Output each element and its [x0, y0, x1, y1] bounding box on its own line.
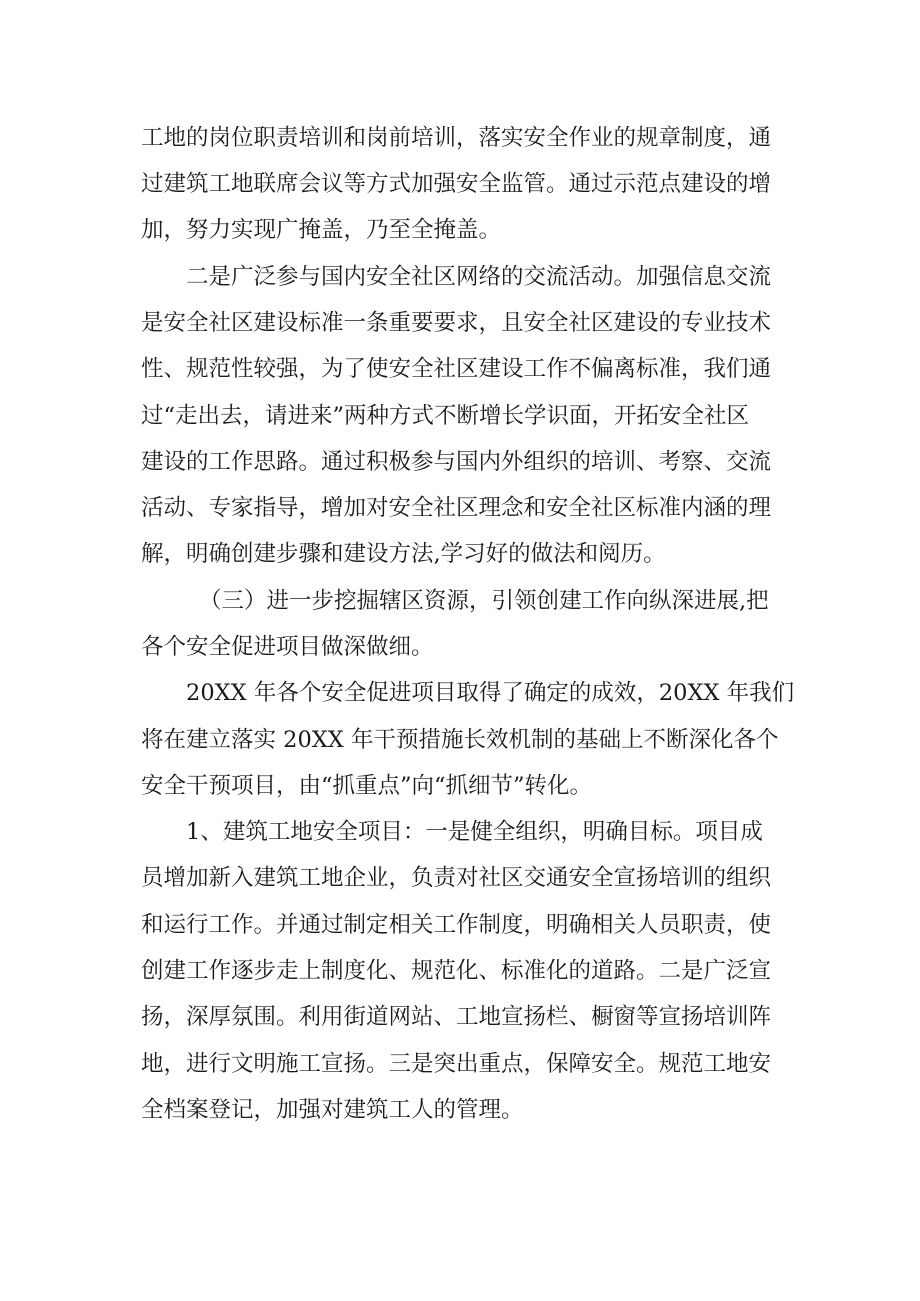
- section-heading-line: （三）进一步挖掘辖区资源，引领创建工作向纵深进展,把: [199, 588, 769, 614]
- paragraph-line: 全档案登记，加强对建筑工人的管理。: [141, 1097, 524, 1123]
- paragraph-line: 性、规范性较强，为了使安全社区建设工作不偏离标准，我们通: [141, 356, 772, 382]
- paragraph-line: 地，进行文明施工宣扬。三是突出重点，保障安全。规范工地安: [141, 1051, 772, 1077]
- paragraph-line: 是安全社区建设标准一条重要要求，且安全社区建设的专业技术: [141, 310, 772, 336]
- paragraph-line: 加，努力实现广掩盖，乃至全掩盖。: [141, 217, 502, 243]
- paragraph-line: 将在建立落实 20XX 年干预措施长效机制的基础上不断深化各个: [141, 727, 779, 753]
- paragraph-line: 员增加新入建筑工地企业，负责对社区交通安全宣扬培训的组织: [141, 865, 772, 891]
- paragraph-line: 创建工作逐步走上制度化、规范化、标准化的道路。二是广泛宣: [141, 958, 772, 984]
- paragraph-line: 过“走出去，请进来”两种方式不断增长学识面，开拓安全社区: [141, 403, 750, 429]
- paragraph-line: 二是广泛参与国内安全社区网络的交流活动。加强信息交流: [186, 264, 772, 290]
- paragraph-line: 建设的工作思路。通过积极参与国内外组织的培训、考察、交流: [141, 449, 772, 475]
- paragraph-line: 20XX 年各个安全促进项目取得了确定的成效，20XX 年我们: [186, 680, 795, 706]
- paragraph-line: 安全干预项目，由“抓重点”向“抓细节”转化。: [141, 773, 593, 799]
- paragraph-line: 和运行工作。并通过制定相关工作制度，明确相关人员职责，使: [141, 912, 772, 938]
- paragraph-line: 活动、专家指导，增加对安全社区理念和安全社区标准内涵的理: [141, 495, 772, 521]
- section-heading-line: 各个安全促进项目做深做细。: [141, 634, 434, 660]
- paragraph-line: 1、建筑工地安全项目：一是健全组织，明确目标。项目成: [186, 819, 763, 845]
- paragraph-line: 解，明确创建步骤和建设方法,学习好的做法和阅历。: [141, 541, 666, 567]
- paragraph-line: 扬，深厚氛围。利用街道网站、工地宣扬栏、橱窗等宣扬培训阵: [141, 1004, 772, 1030]
- paragraph-line: 过建筑工地联席会议等方式加强安全监管。通过示范点建设的增: [141, 171, 772, 197]
- paragraph-line: 工地的岗位职责培训和岗前培训，落实安全作业的规章制度，通: [141, 125, 772, 151]
